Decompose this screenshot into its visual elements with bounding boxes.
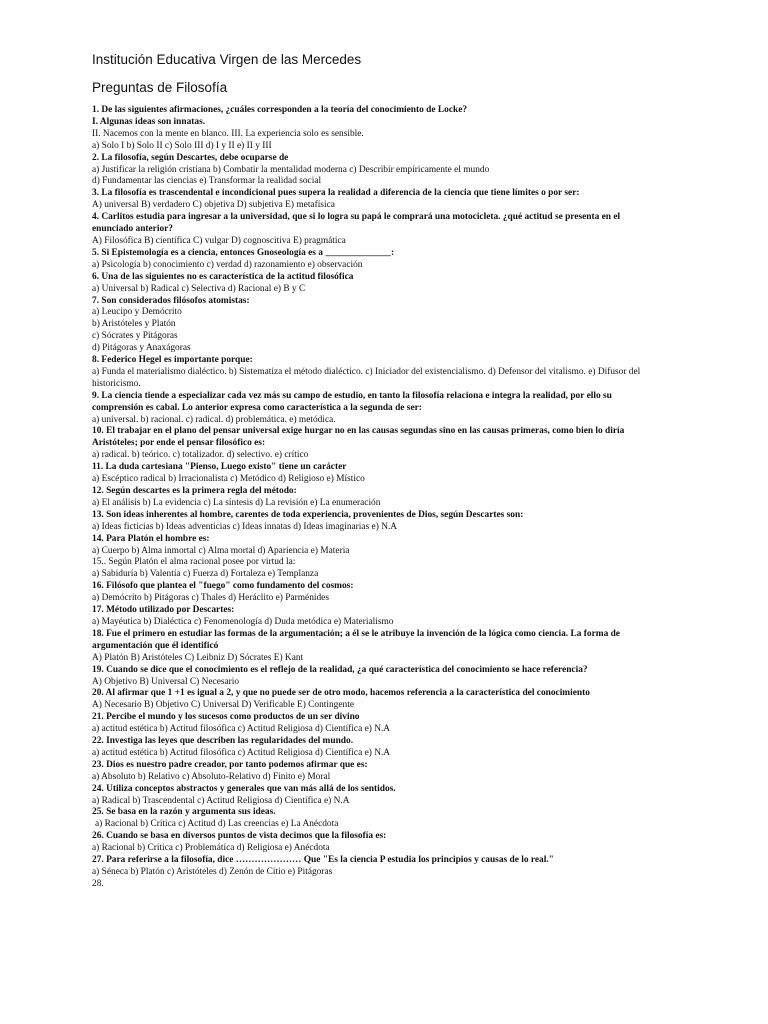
- question-text: 4. Carlitos estudia para ingresar a la universidad, que si lo logra su papá le comprará una motocicleta. ¿qué actitud se presenta en el: [92, 212, 621, 223]
- question-text: 9. La ciencia tiende a especializar cada vez más su campo de estudio, en tanto la filosofía relaciona e integra la realidad, por ello su: [92, 390, 612, 401]
- question-text: 21. Percibe el mundo y los sucesos como productos de un ser divino: [92, 712, 360, 723]
- answer-options: a) Solo I b) Solo II c) Solo III d) I y II e) II y III: [92, 140, 272, 151]
- answer-options: a) Racional b) Crítica c) Actitud d) Las creencias e) La Anécdota: [95, 819, 339, 830]
- question-text: 13. Son ideas inherentes al hombre, carentes de toda experiencia, provenientes de Dios, según Descartes son:: [92, 509, 524, 520]
- answer-options: a) Escéptico radical b) Irracionalista c) Metódico d) Religioso e) Místico: [92, 474, 365, 485]
- question-text: 8. Federico Hegel es importante porque:: [92, 355, 253, 366]
- answer-options: a) Demócrito b) Pitágoras c) Thales d) Heráclito e) Parménides: [92, 593, 329, 604]
- answer-options: A) universal B) verdadero C) objetiva D) subjetiva E) metafísica: [92, 200, 335, 211]
- question-text: 20. Al afirmar que 1 +1 es igual a 2, y que no puede ser de otro modo, hacemos referencia a la característica del conocimiento: [92, 688, 590, 699]
- question-text: argumentación que él identificó: [92, 640, 219, 651]
- answer-options: a) radical. b) teórico. c) totalizador. d) selectivo. e) crítico: [92, 450, 309, 461]
- answer-options: 15.. Según Platón el alma racional posee por virtud la:: [92, 557, 296, 568]
- answer-options: a) Absoluto b) Relativo c) Absoluto-Relativo d) Finito e) Moral: [92, 771, 331, 782]
- question-text: comprensión es cabal. Lo anterior expresa como característica a la segunda de ser:: [92, 402, 422, 413]
- question-list: [92, 105, 682, 891]
- answer-options: II. Nacemos con la mente en blanco. III. La experiencia solo es sensible.: [92, 128, 364, 139]
- question-text: 3. La filosofía es trascendental e incondicional pues supera la realidad a diferencia de la ciencia que tiene límites o por ser:: [92, 188, 580, 199]
- answer-options: a) Funda el materialismo dialéctico. b) Sistematiza el método dialéctico. c) Iniciador del existencialismo. d) Defensor del vitalismo. e) Difusor del: [92, 366, 641, 377]
- question-text: 11. La duda cartesiana "Pienso, Luego existo" tiene un carácter: [92, 462, 347, 473]
- question-text: 19. Cuando se dice que el conocimiento es el reflejo de la realidad, ¿a qué característica del conocimiento se hace referencia?: [92, 664, 588, 675]
- answer-options: a) Sabiduría b) Valentía c) Fuerza d) Fortaleza e) Templanza: [92, 569, 319, 580]
- question-text: 17. Método utilizado por Descartes:: [92, 605, 235, 616]
- question-text: 7. Son considerados filósofos atomistas:: [92, 295, 250, 306]
- question-text: 2. La filosofía, según Descartes, debe ocuparse de: [92, 152, 289, 163]
- answer-options: historicismo.: [92, 378, 141, 389]
- question-text: 1. De las siguientes afirmaciones, ¿cuáles corresponden a la teoría del conocimiento de Locke?: [92, 105, 468, 115]
- question-text: 16. Filósofo que plantea el "fuego" como fundamento del cosmos:: [92, 581, 354, 592]
- answer-options: A) Objetivo B) Universal C) Necesario: [92, 676, 240, 687]
- answer-options: a) actitud estética b) Actitud filosófica c) Actitud Religiosa d) Científica e) N.A: [92, 747, 391, 758]
- answer-options: d) Pitágoras y Anaxágoras: [92, 343, 191, 354]
- question-text: I. Algunas ideas son innatas.: [92, 116, 206, 127]
- question-text: 26. Cuando se basa en diversos puntos de vista decimos que la filosofía es:: [92, 831, 387, 842]
- question-text: 14. Para Platón el hombre es:: [92, 533, 210, 544]
- question-text: 24. Utiliza conceptos abstractos y generales que van más allá de los sentidos.: [92, 783, 396, 794]
- question-text: 12. Según descartes es la primera regla del método:: [92, 486, 297, 496]
- answer-options: b) Aristóteles y Platón: [92, 319, 176, 330]
- answer-options: a) universal. b) racional. c) radical. d) problemática. e) metódica.: [92, 414, 336, 425]
- question-text: 27. Para referirse a la filosofía, dice ………………… Que "Es la ciencia P estudia los principios y causas de lo real.": [92, 855, 554, 866]
- answer-options: a) actitud estética b) Actitud filosófica c) Actitud Religiosa d) Científica e) N.A: [92, 724, 391, 735]
- question-text: enunciado anterior?: [92, 224, 173, 235]
- answer-options: a) Ideas ficticias b) Ideas adventicias c) Ideas innatas d) Ideas imaginarias e) N.A: [92, 521, 398, 532]
- answer-options: A) Platón B) Aristóteles C) Leibniz D) Sócrates E) Kant: [92, 652, 304, 663]
- answer-options: a) El análisis b) La evidencia c) La síntesis d) La revisión e) La enumeración: [92, 497, 381, 508]
- question-text: 18. Fue el primero en estudiar las formas de la argumentación; a él se le atribuye la invención de la lógica como ciencia. La forma de: [92, 628, 620, 639]
- answer-options: a) Psicología b) conocimiento c) verdad d) razonamiento e) observación: [92, 259, 363, 270]
- question-text: 5. Si Epistemología es a ciencia, entonces Gnoseología es a ______________:: [92, 247, 395, 258]
- question-text: 25. Se basa en la razón y argumenta sus ideas.: [92, 807, 276, 818]
- answer-options: a) Leucipo y Demócrito: [92, 307, 182, 318]
- answer-options: a) Universal b) Radical c) Selectiva d) Racional e) B y C: [92, 283, 306, 294]
- answer-options: 28.: [92, 878, 104, 889]
- answer-options: a) Justificar la religión cristiana b) Combatir la mentalidad moderna c) Describir empíricamente el mundo: [92, 164, 490, 175]
- answer-options: a) Racional b) Crítica c) Problemática d) Religiosa e) Anécdota: [92, 843, 330, 854]
- answer-options: a) Cuerpo b) Alma inmortal c) Alma mortal d) Apariencia e) Materia: [92, 545, 350, 556]
- answer-options: a) Mayéutica b) Dialéctica c) Fenomenología d) Duda metódica e) Materialismo: [92, 616, 394, 627]
- question-text: 6. Una de las siguientes no es característica de la actitud filosófica: [92, 271, 354, 282]
- question-text: 22. Investiga las leyes que describen las regularidades del mundo.: [92, 736, 354, 747]
- answer-options: A) Filosófica B) científica C) vulgar D) cognoscitiva E) pragmática: [92, 235, 346, 246]
- answer-options: c) Sócrates y Pitágoras: [92, 331, 178, 342]
- answer-options: d) Fundamentar las ciencias e) Transformar la realidad social: [92, 176, 322, 187]
- answer-options: a) Radical b) Trascendental c) Actitud Religiosa d) Científica e) N.A: [92, 795, 350, 806]
- answer-options: a) Séneca b) Platón c) Aristóteles d) Zenón de Citio e) Pitágoras: [92, 867, 333, 877]
- answer-options: A) Necesario B) Objetivo C) Universal D) Verificable E) Contingente: [92, 700, 354, 711]
- question-text: Aristóteles; por ende el pensar filosófico es:: [92, 438, 266, 449]
- institution-heading: Institución Educativa Virgen de las Mercedes: [92, 52, 362, 67]
- question-text: 10. El trabajar en el plano del pensar universal exige hurgar no en las causas segundas sino en las causas primeras, como bien lo diría: [92, 426, 625, 437]
- question-text: 23. Dios es nuestro padre creador, por tanto podemos afirmar que es:: [92, 759, 368, 770]
- document-title: Preguntas de Filosofía: [92, 80, 228, 95]
